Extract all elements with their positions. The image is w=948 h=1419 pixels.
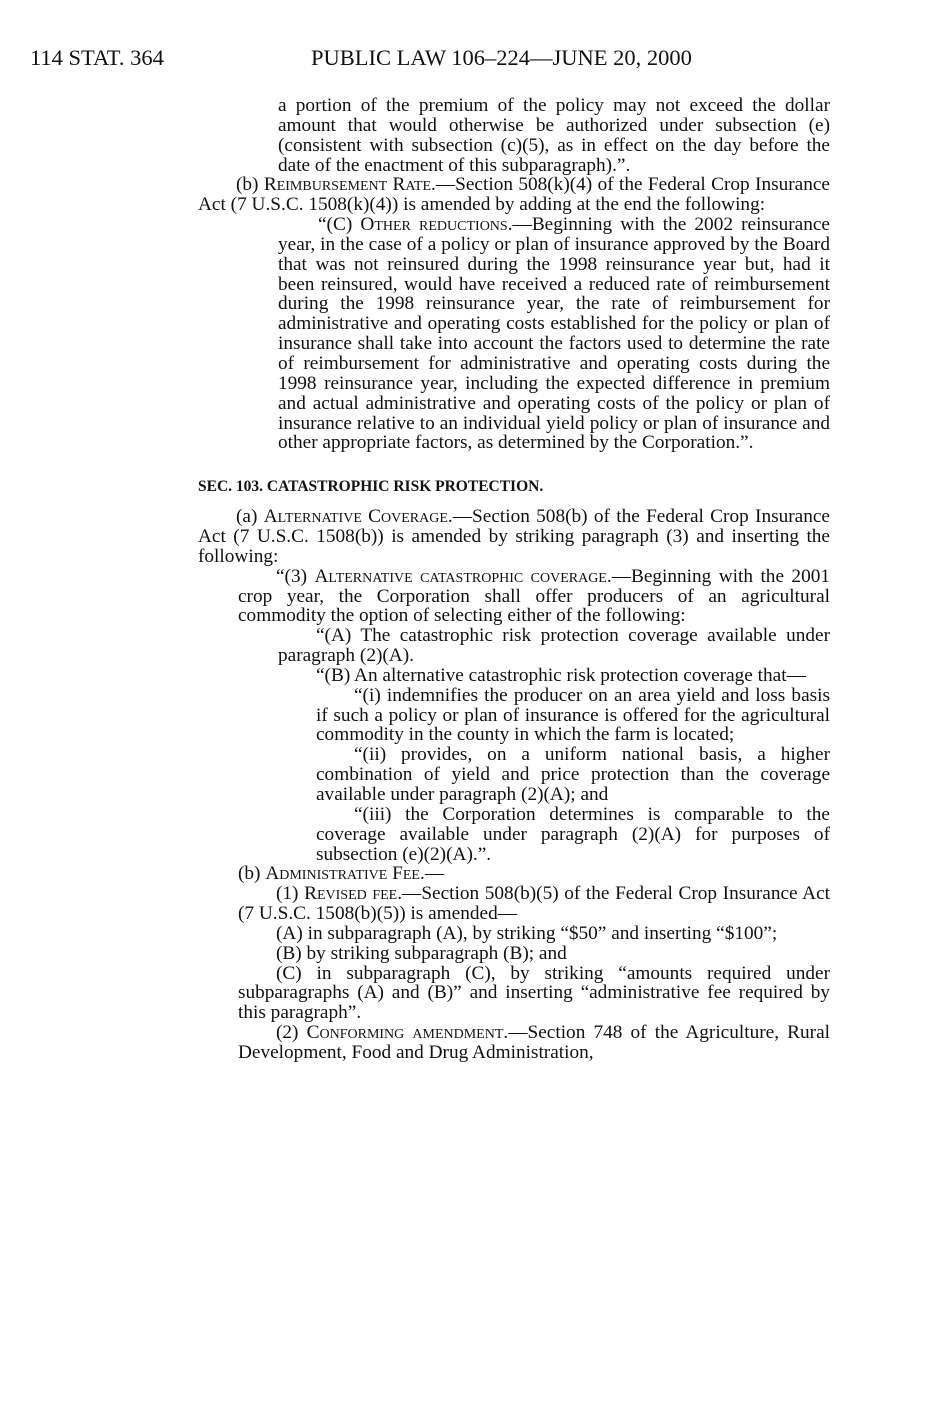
paragraph-text: —Section 508(b) of the Federal Crop Insurance Act (7 U.S.C. 1508(b)) is amended by striking paragraph (3) and inserting the following: [198,506,830,567]
paragraph-marker: “(3) [276,565,315,587]
running-header [30,44,918,80]
paragraph-revised-fee [238,884,830,924]
paragraph-premium-limit: a portion of the premium of the policy may not exceed the dollar amount that would otherwise be authorized under subsection (e) (consistent with subsection (c)(5), as in effect on the day before the date of the enactment of this subparagraph).”. [278,95,830,176]
clause-i: “(i) indemnifies the producer on an area yield and loss basis if such a policy or plan of insurance is offered for the agricultural commodity in the county in which the farm is located; [316,684,830,746]
subparagraph-b: “(B) An alternative catastrophic risk protection coverage that— [316,664,806,686]
document-body [198,96,830,1063]
paragraph-alternative-coverage [198,507,830,567]
public-law-citation: PUBLIC LAW 106–224—JUNE 20, 2000 [311,45,692,70]
paragraph-text: —Section 748 of the Agriculture, Rural Development, Food and Drug Administration, [238,1022,830,1063]
paragraph-marker: (b) [238,863,266,885]
paragraph-heading: Alternative Coverage. [263,506,453,528]
paragraph-text: — [424,863,445,885]
paragraph-heading: Reimbursement Rate. [263,174,436,196]
paragraph-text: —Beginning with the 2002 reinsurance year, in the case of a policy or plan of insurance approved by the Board that was not reinsured during the 1998 reinsurance year but, had it been reinsured, would have received a reduced rate of reimbursement during the 1998 reinsurance year, the rate of reimbursement for administrative and operating costs established for the policy or plan of insurance shall take into account the factors used to determine the rate of reimbursement for administrative and operating costs during the 1998 reinsurance year, including the expected difference in premium and actual administrative and operating costs of the policy or plan of insurance relative to an individual yield policy or plan of insurance and other appropriate factors, as determined by the Corporation.”. [278,214,830,454]
clause-iii: “(iii) the Corporation determines is comparable to the coverage available under paragraph (2)(A) for purposes of subsection (e)(2)(A).”. [316,803,830,865]
statute-page-number: 114 STAT. 364 [30,45,164,70]
item-a-strike-fee: (A) in subparagraph (A), by striking “$50” and inserting “$100”; [276,922,778,944]
paragraph-marker: (b) [236,174,264,196]
section-heading: SEC. 103. CATASTROPHIC RISK PROTECTION. [198,478,544,496]
paragraph-heading: Conforming amendment. [306,1022,509,1044]
paragraph-marker: “(C) [318,214,361,236]
paragraph-alternative-catastrophic-coverage [238,567,830,627]
paragraph-heading: Alternative catastrophic coverage. [314,565,612,587]
paragraph-marker: (1) [276,883,305,905]
paragraph-heading: Administrative Fee. [265,863,425,885]
subparagraph-a: “(A) The catastrophic risk protection coverage available under paragraph (2)(A). [278,625,830,667]
paragraph-text: —Section 508(b)(5) of the Federal Crop Insurance Act (7 U.S.C. 1508(b)(5)) is amended— [238,883,830,925]
paragraph-marker: (2) [276,1022,307,1044]
paragraph-conforming-amendment [238,1023,830,1063]
paragraph-text: —Beginning with the 2001 crop year, the Corporation shall offer producers of an agricultural commodity the option of selecting either of the following: [238,565,830,627]
paragraph-administrative-fee [238,864,830,884]
paragraph-text: —Section 508(k)(4) of the Federal Crop Insurance Act (7 U.S.C. 1508(k)(4)) is amended by adding at the end the following: [198,174,830,216]
item-c-strike-amounts: (C) in subparagraph (C), by striking “amounts required under subparagraphs (A) and (B)” and inserting “administrative fee required by this paragraph”. [238,962,830,1024]
paragraph-reimbursement-rate [198,175,830,215]
clause-ii: “(ii) provides, on a uniform national basis, a higher combination of yield and price protection than the coverage available under paragraph (2)(A); and [316,744,830,805]
paragraph-heading: Other reductions. [360,214,513,236]
paragraph-other-reductions [278,215,830,453]
item-b-strike-subparagraph: (B) by striking subparagraph (B); and [276,942,567,964]
paragraph-marker: (a) [236,506,264,528]
paragraph-heading: Revised fee. [304,883,403,905]
